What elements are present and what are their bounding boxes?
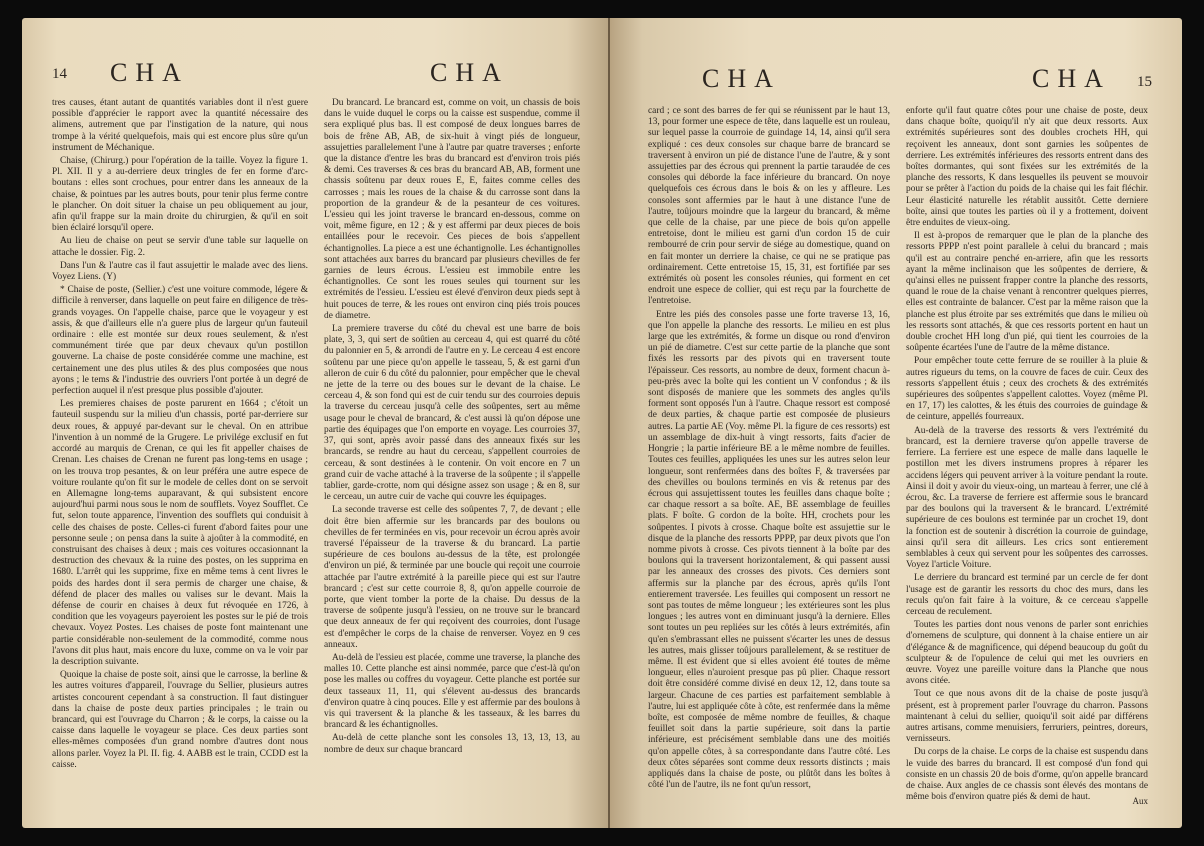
right-running-head-1: CHA [702,64,781,93]
paragraph: Du brancard. Le brancard est, comme on voit, un chassis de bois dans le vuide duquel le corps ou la caisse est suspendue, comme il sera expliqué plus bas. Il est composé de deux longues barres de bois de frêne AB, AB, de six-huit à vingt piés de longueur, assujetties parallelement l'une à l'autre par quatre traverses ; enforte que la distance d'entre les bras du brancard est d'environ trois piés & demi. Ces traverses & ces bras du brancard AB, AB, forment une chassis soûtenu par deux roues E, E, faites comme celles des carrosses ; mais les roues de la chaise & du carrosse sont dans la proportion de la grandeur & de la pesanteur de ces voitures. L'essieu qui les joint traverse le brancard en-dessous, comme on voit, même figure, en 12 ; & y est affermi par deux pieces de bois entaillées pour le recevoir. Ces pieces de bois s'appellent échantignolles. La piece a est une échantignolle. Les échantignolles sont attachées aux barres du brancard par plusieurs chevilles de fer garnies de leurs écrous. L'essieu est immobile entre les échantignolles. Ce sont les roues seules qui tournent sur les extrémités de l'essieu. L'essieu est élevé d'environ deux pieds sept à huit pouces de terre, & les roues ont environ cinq piés trois pouces de diametre. [324,98,580,321]
right-columns [648,106,1148,803]
paragraph: tres causes, étant autant de quantités variables dont il n'est guere possible d'apprécier le rapport avec la quantité nécessaire des alimens, autrement que par l'instigation de la nature, qui nous trompe à la vérité quelquefois, mais qui est encore plus sûre qu'un instrument de Méchanique. [52,98,308,153]
paragraph: Tout ce que nous avons dit de la chaise de poste jusqu'à présent, est à proprement parler l'ouvrage du charron. Passons maintenant à celui du sellier, quoiqu'il soit aidé par différens autres artisans, comme menuisiers, ferruriers, peintres, doreurs, vernisseurs. [906,689,1148,745]
paragraph: card ; ce sont des barres de fer qui se réunissent par le haut 13, 13, pour former une espece de tête, dans laquelle est un rouleau, sur lequel passe la courroie de guindage 14, 14, ainsi qu'il sera expliqué : ces deux consoles sur chaque barre de brancard se traversent à environ un pié de distance l'une de l'autre, & y sont assujetties par des écrous qui prennent la partie taraudée de ces consoles qui déborde la face inférieure du brancard. On noye quelquefois ces écrous dans le bois & on les y affleure. Les consoles sont affermies par le haut à une distance l'une de l'autre, toûjours moindre que la largeur du brancard, & même que celle de la chaise, par une piece de bois qu'on appelle entretoise, dont le milieu est garni d'un cordon 15 de cuir rembourré de crin pour servir de siége au domestique, quand on en fait monter un derriere la chaise, ce qui ne se pratique pas ordinairement. Cette entretoise 15, 15, 31, est fortifiée par ses extrémités où posent les consoles réunies, qui forment en cet endroit une espece de collier, qui est reçu par la fourchette de l'entretoise. [648,106,890,307]
paragraph: La premiere traverse du côté du cheval est une barre de bois plate, 3, 3, qui sert de soûtien au cerceau 4, qui est quarré du côté du palonnier en 5, & arrondi de l'autre en y. Le cerceau 4 est encore soûtenu par une piece qu'on appelle le tasseau, 5, & est garni d'un alleron de cuir 6 du côté du palonnier, pour empêcher que le cheval ne jette de la terre ou des boues sur le devant de la chaise. Le cerceau 4, & son fond qui est de cuir tendu sur des courroies depuis la traverse du cerceau jusqu'à celle des soûpentes, sert au même usage pour le cheval de brancard, & c'est aussi là qu'on dépose une partie des équipages que l'on emporte en voyage. Les courroies 37, 37, qui sont, après avoir passé dans des anneaux fixés sur les brancards, se rendre au haut du cerceau, s'appellent courroies de cerceau, & sont destinées à le contenir. On voit encore en 7 un grand cuir de vache attaché à la traverse de la soûpente ; il s'appelle tablier, garde-crotte, nom qui désigne assez son usage ; & en 8, sur le cerceau, un autre cuir de vache qui couvre les équipages. [324,324,580,503]
right-page-number: 15 [1137,74,1152,90]
paragraph: Chaise, (Chirurg.) pour l'opération de la taille. Voyez la figure 1. Pl. XII. Il y a au-derriere deux tringles de fer en forme d'arc-boutans : elles sont crochues, pour entrer dans les anneaux de la chaise, & pointues par les autres bouts, pour tenir plus ferme contre le plancher. On doit situer la chaise un peu obliquement au jour, afin qu'il frappe sur la main droite du chirurgien, & qu'il en soit bien éclairé lorsqu'il opere. [52,156,308,234]
right-column-1 [648,106,890,791]
book-gutter [608,18,610,828]
paragraph: Les premieres chaises de poste parurent en 1664 ; c'étoit un fauteuil suspendu sur la milieu d'un chassis, porté par-derriere sur deux roues, & appuyé par-devant sur le cheval. On en attribue l'invention à un nommé de la Grugere. Le privilége exclusif en fut accordé au marquis de Crenan, ce qui les fit appeller chaises de Crenan. Les chaises de Crenan ne furent pas long-tems en usage ; on les trouva trop pesantes, & on leur préféra une autre espece de voiture roulante qu'on fit sur le modele de celles dont on se servoit en Allemagne long-tems auparavant, & qui subsistent encore aujourd'hui parmi nous sous le nom de soufflets. Voyez Soufflet. Ce fut, selon toute apparence, l'invention des soufflets qui conduisit à celle des chaises de poste. Celles-ci furent d'abord faites pour une personne seule ; on pensa dans la suite à ajoûter à la commodité, en construisant des chaises à deux ; mais ces voitures occasionnant la destruction des chevaux & la ruine des postes, on les supprima en 1680. L'arrêt qui les supprime, fixe en même tems à cent livres le poids des hardes dont il sera permis de charger une chaise, & défend de placer des malles ou valises sur le devant. Mais la défense de courir en chaises à deux fut révoquée en 1726, à condition que les voyageurs payeroient les postes sur le pié de trois chevaux. Voyez Postes. Les chaises de poste font maintenant une partie considérable non-seulement de la commodité, comme nous l'avons dit plus haut, mais encore du luxe, comme on va le voir par la description suivante. [52,399,308,667]
paragraph: enforte qu'il faut quatre côtes pour une chaise de poste, deux dans chaque boîte, quoiqu'il n'y ait que deux ressorts. Aux extrémités supérieures sont des doubles crochets HH, qui reçoivent les anneaux, dont sont garnies les soûpentes de derriere. Les extrémités inférieures des ressorts entrent dans des boîtes dormantes, qui sont fixées sur les extrémités de la planche des ressorts, K dans lesquelles ils peuvent se mouvoir pour se prêter à l'action du poids de la chaise qui les fait fléchir. Leur élasticité naturelle les rétablit aussitôt. Cette derniere boîte, ainsi que toutes les parties où il y a frottement, doivent être enduites de vieux-oing. [906,106,1148,229]
left-column-2 [324,98,580,788]
book-spread [22,18,1182,828]
paragraph: Au lieu de chaise on peut se servir d'une table sur laquelle on attache le dossier. Fig. 2. [52,236,308,258]
paragraph: Au-delà de la traverse des ressorts & vers l'extrémité du brancard, est la derniere traverse qu'on appelle traverse de ferriere. La ferriere est une espece de malle dans laquelle le postillon met les divers instrumens propres à réparer les accidens légers qui peuvent arriver à la voiture pendant la route. Ainsi il doit y avoir du vieux-oing, un marteau à ferrer, une clé à écrou, &c. La traverse de ferriere est affermie sous le brancard par des boulons qui la traversent & le brancard. L'extrémité supérieure de ces boulons est terminée par un crochet 19, dont la fonction est de soutenir à discrétion la courroie de guindage, ainsi qu'il sera dit ailleurs. Les crics sont entierement semblables à ceux qui servent pour les soûpentes des carrosses. Voyez l'article Voiture. [906,425,1148,571]
paragraph: Du corps de la chaise. Le corps de la chaise est suspendu dans le vuide des barres du brancard. Il est composé d'un fond qui consiste en un chassis 20 de bois d'orme, qu'on appelle brancard de chaise. Aux angles de ce chassis sont élevés des montans de même bois d'environ quatre piés & demi de haut. [906,747,1148,803]
paragraph: Dans l'un & l'autre cas il faut assujettir le malade avec des liens. Voyez Liens. (Y) [52,260,308,283]
paragraph: Pour empêcher toute cette ferrure de se rouiller à la pluie & autres rigueurs du tems, on la couvre de faces de cuir. Ceux des ressorts s'appellent étuis ; ceux des crochets & des extrémités supérieures des soûpentes s'appellent calottes. Voyez (même Pl. en 17, 17) les calottes, & les étuis des courroies de guindage & de ceinture, appellés fourreaux. [906,356,1148,423]
left-page [22,18,608,828]
left-page-header [52,58,586,92]
paragraph: * Chaise de poste, (Sellier.) c'est une voiture commode, légere & difficile à renverser, dans laquelle on peut faire en diligence de très-grands voyages. On l'appelle chaise, parce que le voyageur y est assis, & que d'ailleurs elle n'a guere plus de largeur qu'un fauteuil ordinaire : elle est montée sur deux roues seulement, & n'est communément tirée que par deux chevaux qu'un postillon gouverne. La chaise de poste considérée comme une machine, est certainement une des plus utiles & des plus composées que nous ayons ; le tems & l'industrie des ouvriers l'ont portée à un degré de perfection auquel il n'est presque plus possible d'ajouter. [52,285,308,397]
right-running-head-2: CHA [1032,64,1111,93]
paragraph: Quoique la chaise de poste soit, ainsi que le carrosse, la berline & les autres voitures d'appareil, l'ouvrage du Sellier, plusieurs autres artistes concourent cependant à sa construction. Il faut distinguer dans la chaise de poste deux parties principales ; le train ou brancard, qui est l'ouvrage du Charron ; & le corps, la caisse ou la caisse dans laquelle le voyageur se place. Ces deux parties sont elles-mêmes composées d'un grand nombre d'autres dont nous allons parler. Voyez la Pl. II. fig. 4. AABB est le train, CCDD est la caisse. [52,670,308,770]
left-running-head-1: CHA [110,58,189,87]
catchword: Aux [1132,796,1148,806]
left-page-number: 14 [52,66,67,82]
right-page-header [642,58,1152,92]
right-column-2 [906,106,1148,803]
paragraph: Le derriere du brancard est terminé par un cercle de fer dont l'usage est de garantir les ressorts du choc des murs, dans les reculs qu'on fait faire à la voiture, & ce cerceau s'appelle cerceau de reculement. [906,573,1148,617]
left-column-1 [52,98,308,788]
paragraph: Au-delà de l'essieu est placée, comme une traverse, la planche des malles 10. Cette planche est ainsi nommée, parce que c'est-là qu'on pose les malles ou coffres du voyageur. Cette planche est portée sur deux tasseaux 11, 11, qui s'élevent au-dessus des brancards d'environ quatre à cinq pouces. Elle y est affermie par des boulons à vis qui traversent & la planche & les tasseaux, & les barres du brancard & les échantignolles. [324,652,580,731]
left-columns [52,98,580,788]
paragraph: Toutes les parties dont nous venons de parler sont enrichies d'ornemens de sculpture, qui donnent à la chaise entiere un air d'élégance & de magnificence, qui dépend beaucoup du goût du sculpteur & de l'opulence de celui qui met les ouvriers en œuvre. Voyez une pareille voiture dans la Planche que nous avons citée. [906,620,1148,687]
paragraph: Il est à-propos de remarquer que le plan de la planche des ressorts PPPP n'est point parallele à celui du brancard ; mais qu'il est au contraire penché en-arriere, afin que les ressorts ayant la même inclinaison que les soûpentes de derriere, & qu'ainsi elles ne puissent frapper contre la planche des ressorts, quand le roue de la chaise venant à rencontrer quelques pierres, elles est contrainte de balancer. C'est par la même raison que la planche est plus étroite par ses extrémités que dans le milieu où les ressorts sont attachés, & que ces ressorts portent en haut un double crochet HH long d'un pié, qui tient les courroies de la soûpente écartées l'une de l'autre de la même distance. [906,231,1148,354]
paragraph: Entre les piés des consoles passe une forte traverse 13, 16, que l'on appelle la planche des ressorts. Le milieu en est plus large que les extrémités, & forme un disque ou rond d'environ un pié de diametre. C'est sur cette partie de la planche que sont fixés les ressorts par des pivots qui en traversent toute l'épaisseur. Ces ressorts, au nombre de deux, forment chacun à-peu-près avec la boîte qui les contient un V confondus ; & ils sont disposés de maniere que les sommets des angles qu'ils forment sont opposés l'un à l'autre. Chaque ressort est composé de deux parties, & chaque partie est composée de plusieurs autres. La partie AE (Voy. même Pl. la figure de ces ressorts) est un assemblage de dix-huit à vingt ressorts, faits d'acier de Hongrie ; la partie inférieure BE a le même nombre de feuilles. Toutes ces feuilles, appliquées les unes sur les autres selon leur longueur, sont renfermées dans des boîtes F, & traversées par des chevilles ou boulons terminés en vis & retenus par des écrous qui assujettissent toutes les feuilles dans chaque boîte ; car chaque ressort a sa boîte. AE, BE assemblage de feuilles plats. F boîte. G cordon de la boîte. HH, crochets pour les soûpentes. I pivots à crosse. Chaque boîte est assujettie sur le disque de la planche des ressorts PPPP, par deux pivots que l'on nomme pivots à crosse. Ces pivots tiennent à la boîte par des boulons qui la traversent horizontalement, & qui passent aussi par les anneaux des crosses des pivots. Ces derniers sont affermis sur la planche par des écrous, après qu'ils l'ont entierement traversée. Les feuilles qui composent un ressort ne sont pas toutes de même longueur ; les extérieures sont les plus longues ; les autres vont en diminuant jusqu'à la derniere. Elles sont toutes un peu repliées sur les côtés à leurs extrémités, afin qu'en s'embrassant elles ne puissent s'écarter les unes de dessus les autres, mais glisser toûjours parallelement, & se restituer de même. Il est évident que si elles avoient été toutes de même longueur, elles n'auroient presque pas pû plier. Chaque ressort doit être considéré comme divisé en deux 12, 12, dans toute sa largeur. Chacune de ces parties est parfaitement semblable à l'autre, lui est appliquée côte à côte, est renfermée dans la même boîte, est composée de même nombre de feuilles, & chaque feuillet soit dans la partie supérieure, soit dans la partie inférieure, est précisément semblable dans une des moitiés qu'on appelle côtes, à sa correspondante dans l'autre côté. Les deux côtes séparées sont comme deux ressorts distincts ; mais appliqués dans la chaise de poste, ou plûtôt dans les boîtes à côté l'un de l'autre, ils ne font qu'un ressort, [648,309,890,791]
paragraph: La seconde traverse est celle des soûpentes 7, 7, de devant ; elle doit être bien affermie sur les brancards par des boulons ou chevilles de fer terminées en vis, pour recevoir un écrou après avoir traversé l'épaisseur de la traverse & du brancard. La partie supérieure de ces boulons au-dessus de la tête, est prolongée d'environ un pié, & terminée par une boucle qui reçoit une courroie attachée par l'autre extrémité à la pareille piece qui est sur l'autre brancard ; c'est sur cette courroie 8, 8, qu'on appelle courroie de porte, que vient tomber la porte de la chaise. Du dessus de la traverse de soûpente jusqu'à l'essieu, on ne trouve sur le brancard que deux anneaux de fer qui reçoivent des courroies, dont l'usage est d'empêcher le corps de la chaise de renverser. Voyez en 9 ces anneaux. [324,505,580,650]
right-page [608,18,1182,828]
left-running-head-2: CHA [430,58,509,87]
paragraph: Au-delà de cette planche sont les consoles 13, 13, 13, 13, au nombre de deux sur chaque brancard [324,733,580,755]
